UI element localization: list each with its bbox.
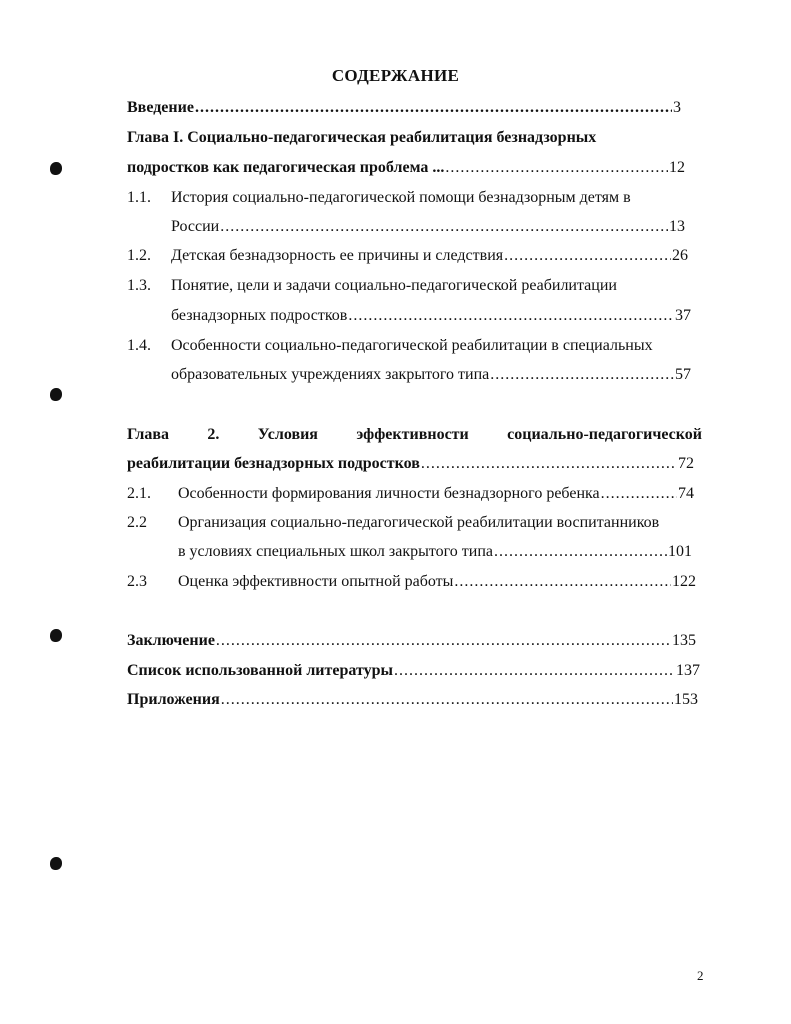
toc-entry-page: 135 bbox=[672, 632, 696, 649]
page-number: 2 bbox=[697, 968, 704, 983]
dot-leader bbox=[394, 661, 675, 681]
section-number: 1.1. bbox=[127, 189, 151, 206]
toc-section-1-3 bbox=[171, 306, 691, 326]
toc-entry-page: 57 bbox=[675, 366, 691, 383]
toc-entry-conclusion bbox=[127, 631, 696, 651]
toc-entry-intro bbox=[127, 98, 681, 118]
toc-section-2-1 bbox=[178, 484, 694, 504]
dot-leader bbox=[220, 217, 668, 237]
toc-entry-page: 74 bbox=[678, 485, 694, 502]
toc-entry-label: Оценка эффективности опытной работы bbox=[178, 573, 454, 590]
toc-entry-page: 3 bbox=[673, 99, 681, 116]
dot-leader bbox=[601, 484, 677, 504]
toc-entry-label: Список использованной литературы bbox=[127, 662, 393, 679]
chapter-2-word: 2. bbox=[207, 426, 220, 443]
toc-chapter-1-line1: Глава I. Социально-педагогическая реабилитация безнадзорных bbox=[127, 129, 597, 146]
toc-entry-page: 153 bbox=[674, 691, 698, 708]
toc-section-1-1 bbox=[171, 217, 685, 237]
toc-entry-page: 101 bbox=[668, 543, 692, 560]
toc-entry-label: в условиях специальных школ закрытого типа bbox=[178, 543, 494, 560]
toc-entry-page: 72 bbox=[678, 455, 694, 472]
section-number: 1.4. bbox=[127, 337, 151, 354]
toc-entry-label: Приложения bbox=[127, 691, 220, 708]
dot-leader bbox=[221, 690, 673, 710]
toc-chapter-2 bbox=[127, 454, 694, 474]
toc-chapter-2-line1 bbox=[127, 425, 702, 445]
dot-leader bbox=[348, 306, 674, 326]
toc-entry-page: 13 bbox=[669, 218, 685, 235]
toc-entry-label: Заключение bbox=[127, 632, 215, 649]
punch-hole-mark bbox=[50, 857, 62, 870]
toc-entry-page: 122 bbox=[672, 573, 696, 590]
toc-entry-label: образовательных учреждениях закрытого типа bbox=[171, 366, 490, 383]
toc-section-1-4-line1: Особенности социально-педагогической реабилитации в специальных bbox=[171, 337, 653, 354]
toc-entry-label: Детская безнадзорность ее причины и следствия bbox=[171, 247, 504, 264]
section-number: 2.1. bbox=[127, 485, 151, 502]
toc-entry-label: реабилитации безнадзорных подростков bbox=[127, 455, 420, 472]
toc-section-1-1-line1: История социально-педагогической помощи безнадзорным детям в bbox=[171, 189, 631, 206]
section-number: 1.2. bbox=[127, 247, 151, 264]
chapter-2-word: эффективности bbox=[356, 426, 469, 443]
toc-chapter-1 bbox=[127, 158, 685, 178]
toc-entry-page: 37 bbox=[675, 307, 691, 324]
dot-leader bbox=[504, 246, 671, 266]
chapter-2-word: Глава bbox=[127, 426, 169, 443]
dot-leader bbox=[216, 631, 671, 651]
toc-section-2-2-line1: Организация социально-педагогической реабилитации воспитанников bbox=[178, 514, 660, 531]
dot-leader bbox=[490, 365, 674, 385]
toc-section-1-4 bbox=[171, 365, 691, 385]
toc-entry-page: 137 bbox=[676, 662, 700, 679]
dot-leader bbox=[445, 158, 668, 178]
toc-entry-appendix bbox=[127, 690, 698, 710]
dot-leader bbox=[494, 542, 667, 562]
section-number: 2.2 bbox=[127, 514, 147, 531]
toc-section-1-3-line1: Понятие, цели и задачи социально-педагогической реабилитации bbox=[171, 277, 617, 294]
dot-leader bbox=[195, 98, 672, 118]
toc-section-2-2 bbox=[178, 542, 692, 562]
toc-entry-label: России bbox=[171, 218, 220, 235]
toc-section-2-3 bbox=[178, 572, 696, 592]
toc-entry-label: Введение bbox=[127, 99, 194, 116]
dot-leader bbox=[421, 454, 677, 474]
chapter-2-word: Условия bbox=[257, 426, 318, 443]
toc-section-1-2 bbox=[171, 246, 688, 266]
punch-hole-mark bbox=[50, 388, 62, 401]
toc-entry-label: подростков как педагогическая проблема ... bbox=[127, 159, 445, 176]
toc-entry-label: Особенности формирования личности безнадзорного ребенка bbox=[178, 485, 600, 502]
dot-leader bbox=[454, 572, 671, 592]
section-number: 2.3 bbox=[127, 573, 147, 590]
chapter-2-word: социально-педагогической bbox=[507, 426, 702, 443]
toc-entry-references bbox=[127, 661, 700, 681]
toc-entry-page: 26 bbox=[672, 247, 688, 264]
page-title: СОДЕРЖАНИЕ bbox=[331, 66, 460, 85]
section-number: 1.3. bbox=[127, 277, 151, 294]
punch-hole-mark bbox=[50, 162, 62, 175]
toc-entry-label: безнадзорных подростков bbox=[171, 307, 348, 324]
punch-hole-mark bbox=[50, 629, 62, 642]
toc-entry-page: 12 bbox=[669, 159, 685, 176]
